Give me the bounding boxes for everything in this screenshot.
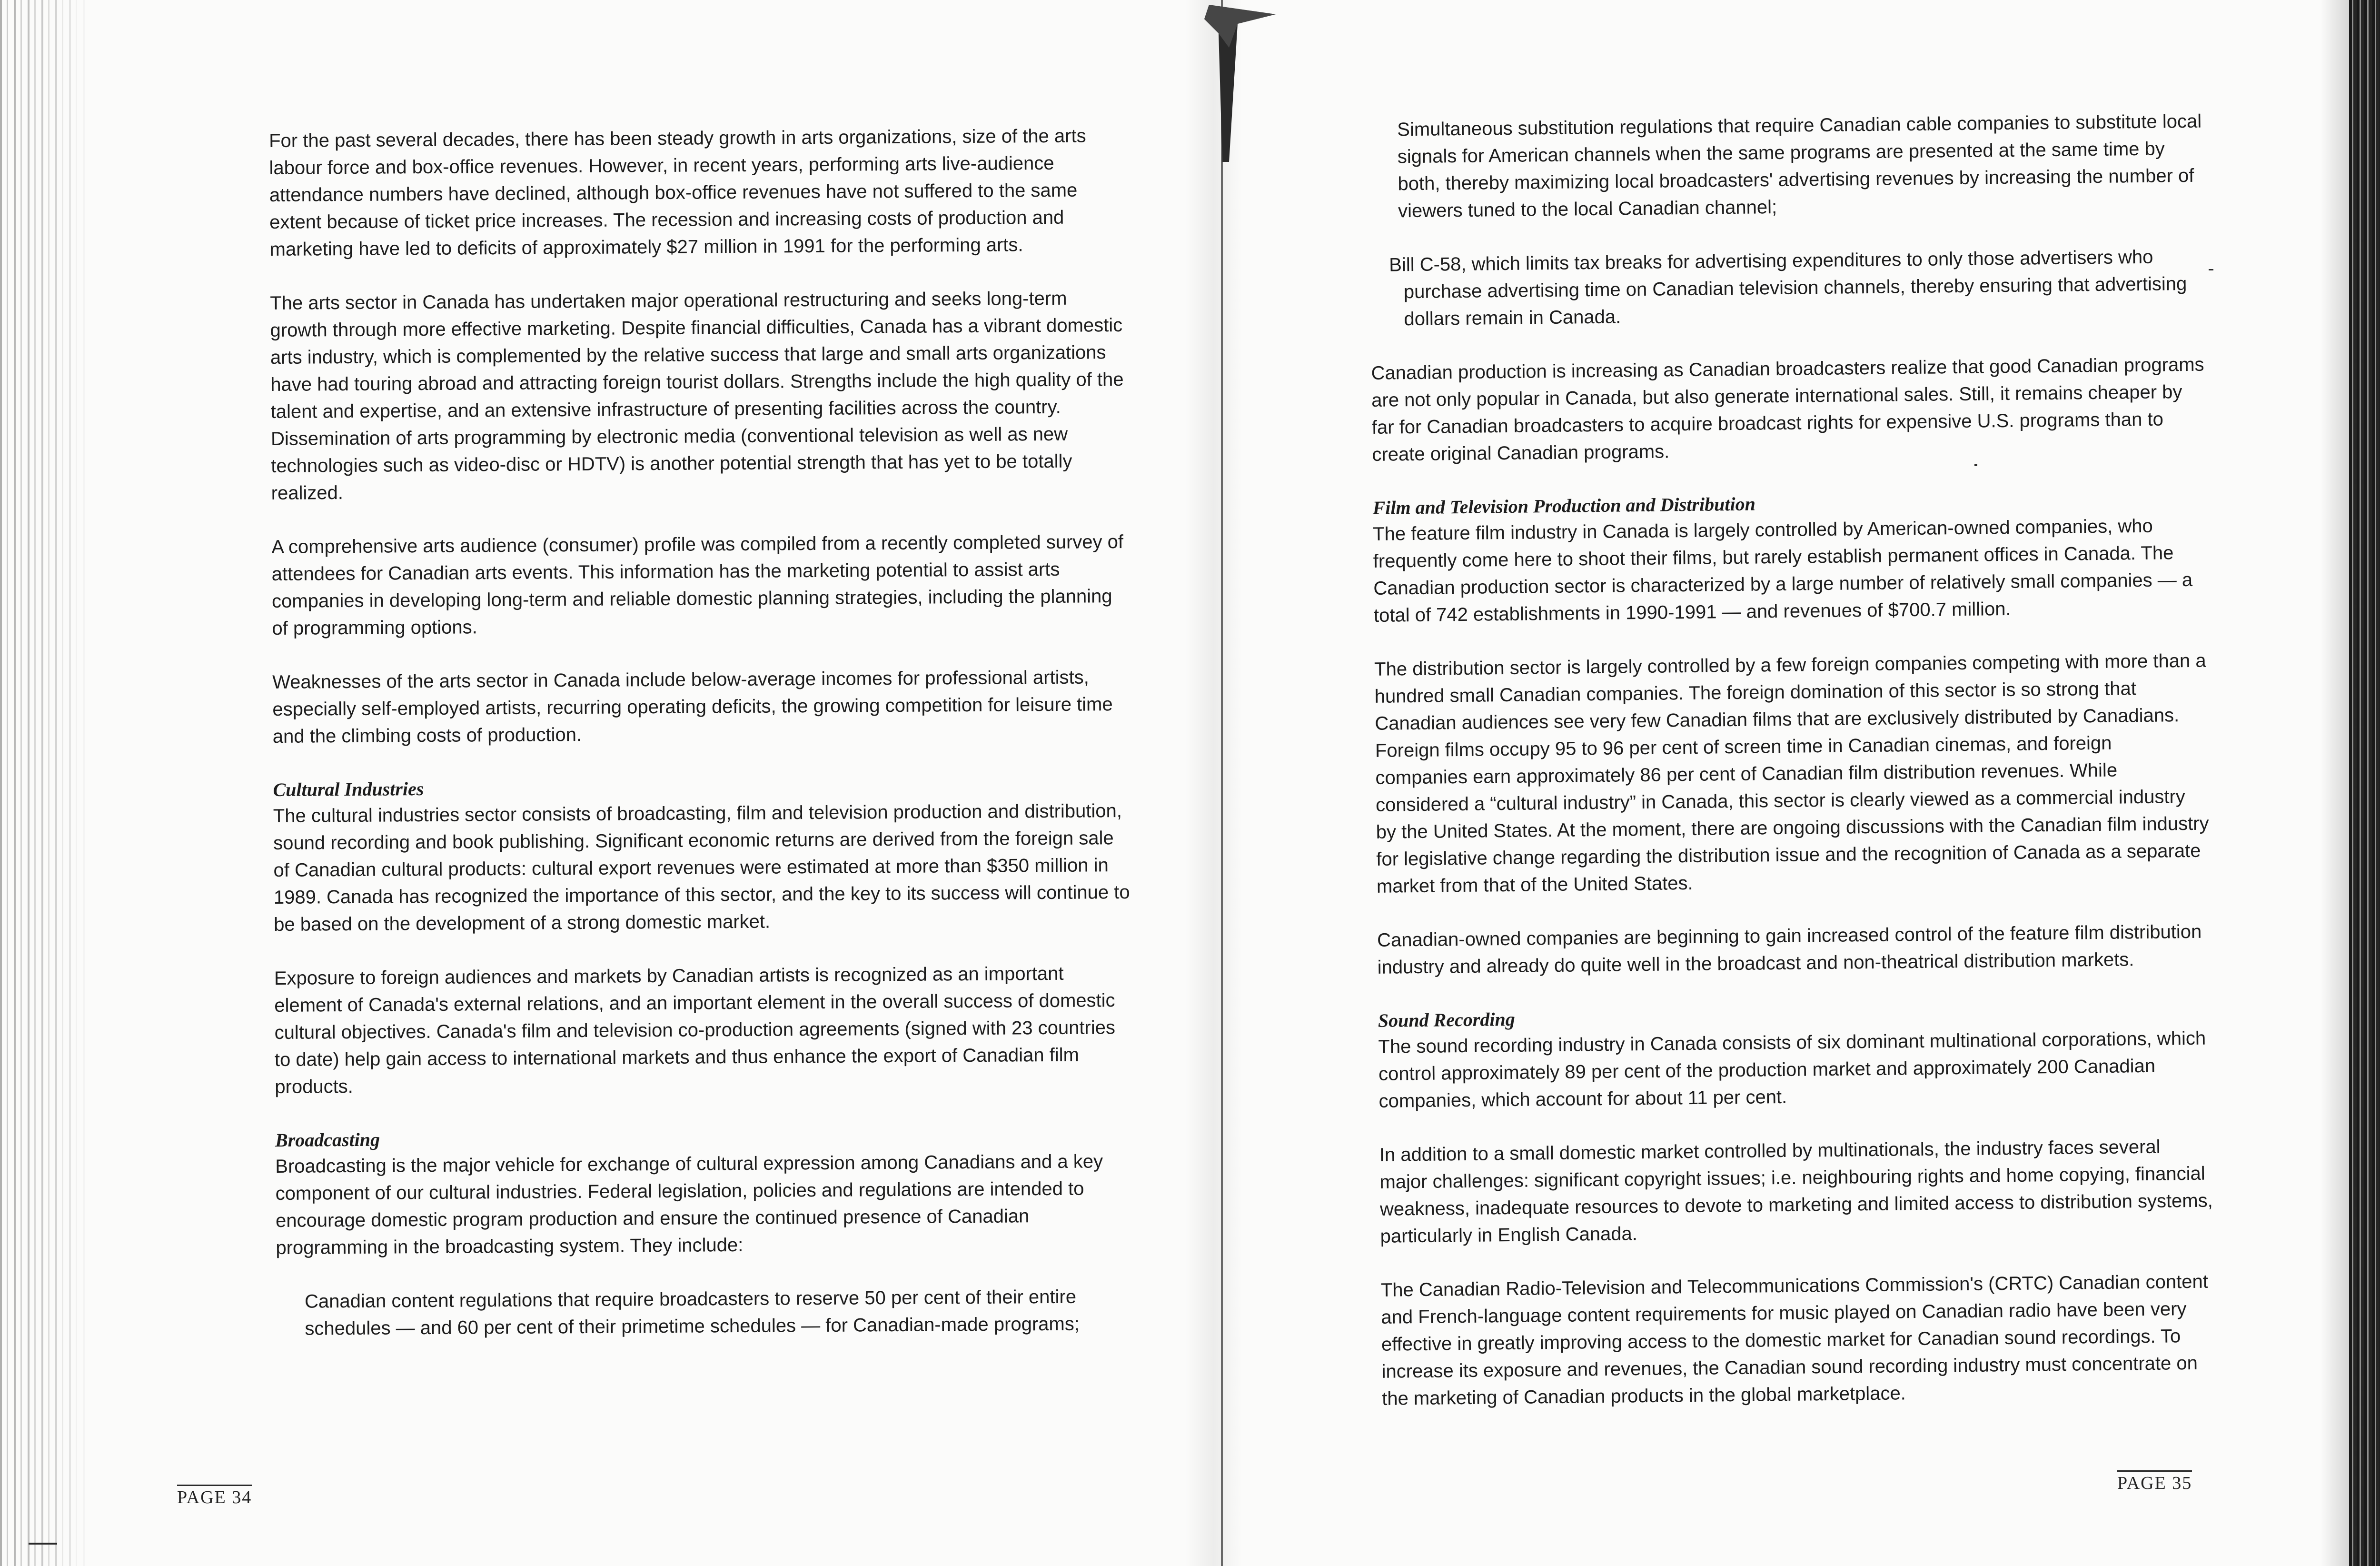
list-item-bill-c58: Bill C-58, which limits tax breaks for advertising expenditures to only those advertisers who purchase advertising time on Canadian television channels, thereby ensuring that advertising dollars remain in Canada. [1389, 246, 2187, 330]
paragraph-industry-challenges: In addition to a small domestic market controlled by multinationals, the industry faces several major challenges: significant copyright issues; i.e. neighbouring rights and home copying, financial weakness, inadequate resources to devote to marketing and limited access to distribution systems, particularly in English Canada. [1379, 1136, 2213, 1247]
paragraph-audience-profile: A comprehensive arts audience (consumer) profile was compiled from a recently completed survey of attendees for Canadian arts events. This information has the marketing potential to assist arts companies in developing long-term and reliable domestic planning strategies, including the planning of programming options. [271, 531, 1124, 639]
right-text-column [1368, 108, 2215, 1439]
heading-broadcasting: Broadcasting [275, 1128, 380, 1151]
list-item-simultaneous-substitution: Simultaneous substitution regulations that require Canadian cable companies to substitute local signals for American channels when the same programs are presented at the same time by both, thereby maximizing local broadcasters' advertising revenues by increasing the number of viewers tuned to the local Canadian channel; [1397, 110, 2202, 222]
scan-speck [1974, 464, 1977, 466]
paragraph-feature-film: The feature film industry in Canada is largely controlled by American-owned companies, who frequently come here to shoot their films, but rarely establish permanent offices in Canada. The Canadian production sector is characterized by a large number of relatively small companies — a total of 742 establishments in 1990-1991 — and revenues of $700.7 million. [1372, 515, 2193, 626]
paragraph-arts-weaknesses: Weaknesses of the arts sector in Canada include below-average incomes for professional artists, especially self-employed artists, recurring operating deficits, the growing competition for leisure time and the climbing costs of production. [272, 667, 1113, 747]
paragraph-canadian-production: Canadian production is increasing as Canadian broadcasters realize that good Canadian programs are not only popular in Canada, but also generate international sales. Still, it remains cheaper by far for Canadian broadcasters to acquire broadcast rights for expensive U.S. programs than to create original Canadian programs. [1371, 354, 2204, 465]
heading-cultural-industries: Cultural Industries [273, 778, 424, 800]
paragraph-foreign-exposure: Exposure to foreign audiences and markets by Canadian artists is recognized as an important element of Canada's external relations, and an important element in the overall success of domestic cultural objectives. Canada's film and television co-production agreements (signed with 23 countries to date) help gain access to international markets and thus enhance the export of Canadian film products. [274, 963, 1116, 1097]
gutter-line [1221, 0, 1223, 1566]
paragraph-distribution-sector: The distribution sector is largely controlled by a few foreign companies competing with more than a hundred small Canadian companies. The foreign domination of this sector is so strong that Canadian audiences see very few Canadian films that are exclusively distributed by Canadians. Foreign films occupy 95 to 96 per cent of screen time in Canadian cinemas, and foreign companies earn approximately 86 per cent of Canadian film distribution revenues. While considered a “cultural industry” in Canada, this sector is clearly viewed as a commercial industry by the United States. At the moment, there are ongoing discussions with the Canadian film industry for legislative change regarding the distribution issue and the recognition of Canada as a separate market from that of the United States. [1374, 650, 2209, 897]
paragraph-sound-recording: The sound recording industry in Canada consists of six dominant multinational corporations, which control approximately 89 per cent of the production market and approximately 200 Canadian companies, which account for about 11 per cent. [1378, 1027, 2206, 1112]
heading-film-television: Film and Television Production and Distribution [1372, 493, 1756, 519]
scan-speck [29, 1543, 57, 1545]
page-number-right: PAGE 35 [2117, 1470, 2192, 1494]
right-edge-shadow [2320, 0, 2349, 1566]
paragraph-canadian-owned: Canadian-owned companies are beginning to gain increased control of the feature film distribution industry and already do quite well in the broadcast and non-theatrical distribution markets. [1377, 921, 2202, 978]
left-text-column [269, 122, 1133, 1369]
page-number-left: PAGE 34 [177, 1485, 252, 1508]
paragraph-broadcasting: Broadcasting is the major vehicle for exchange of cultural expression among Canadians and a key component of our cultural industries. Federal legislation, policies and regulations are intended to encourage domestic program production and ensure the continued presence of Canadian programming in the broadcasting system. They include: [275, 1151, 1103, 1258]
right-page-edge [2349, 0, 2380, 1566]
list-item-content-regulations: Canadian content regulations that require broadcasters to reserve 50 per cent of their entire schedules — and 60 per cent of their primetime schedules — for Canadian-made programs; [304, 1286, 1080, 1339]
paragraph-arts-restructuring: The arts sector in Canada has undertaken major operational restructuring and seeks long-term growth through more effective marketing. Despite financial difficulties, Canada has a vibrant domestic arts industry, which is complemented by the relative success that large and small arts organizations have had touring abroad and attracting foreign tourist dollars. Strengths include the high quality of the talent and expertise, and an extensive infrastructure of presenting facilities across the country. Dissemination of arts programming by electronic media (conventional television as well as new technologies such as video-disc or HDTV) is another potential strength that has yet to be totally realized. [270, 288, 1124, 504]
scan-speck [2209, 269, 2213, 270]
paragraph-arts-growth: For the past several decades, there has been steady growth in arts organizations, size of the arts labour force and box-office revenues. However, in recent years, performing arts live-audience attendance numbers have declined, although box-office revenues have not suffered to the same extent because of ticket price increases. The recession and increasing costs of production and marketing have led to deficits of approximately $27 million in 1991 for the performing arts. [269, 125, 1086, 260]
paragraph-crtc: The Canadian Radio-Television and Telecommunications Commission's (CRTC) Canadian content and French-language content requirements for music played on Canadian radio have been very effective in greatly improving access to the domestic market for Canadian sound recordings. To increase its exposure and revenues, the Canadian sound recording industry must concentrate on the marketing of Canadian products in the global marketplace. [1380, 1271, 2209, 1409]
paragraph-cultural-industries: The cultural industries sector consists of broadcasting, film and television production and distribution, sound recording and book publishing. Significant economic returns are derived from the foreign sale of Canadian cultural products: cultural export revenues were estimated at more than $350 million in 1989. Canada has recognized the importance of this sector, and the key to its success will continue to be based on the development of a strong domestic market. [273, 800, 1130, 935]
heading-sound-recording: Sound Recording [1378, 1008, 1515, 1031]
